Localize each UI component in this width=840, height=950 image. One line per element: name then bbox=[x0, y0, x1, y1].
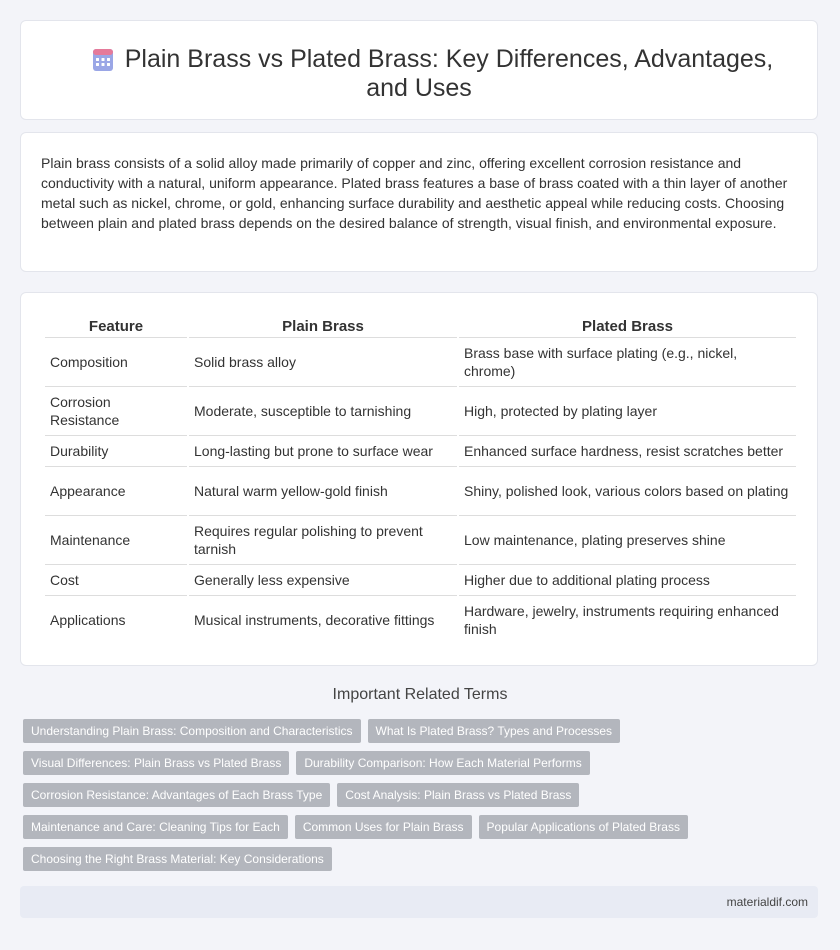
table-row bbox=[45, 435, 796, 466]
table-cell: Low maintenance, plating preserves shine bbox=[459, 515, 796, 564]
related-terms-heading: Important Related Terms bbox=[332, 686, 508, 703]
table-cell: Solid brass alloy bbox=[189, 337, 457, 386]
table-cell: Corrosion Resistance bbox=[45, 386, 187, 435]
table-cell: Generally less expensive bbox=[189, 564, 457, 595]
related-term-tag[interactable]: Durability Comparison: How Each Material Performs bbox=[296, 751, 589, 775]
table-cell: Shiny, polished look, various colors based on plating bbox=[459, 466, 796, 515]
related-term-tag[interactable]: Corrosion Resistance: Advantages of Each Brass Type bbox=[23, 783, 330, 807]
footer-site-link[interactable]: materialdif.com bbox=[726, 895, 808, 909]
table-cell: Moderate, susceptible to tarnishing bbox=[189, 386, 457, 435]
table-header-row bbox=[45, 315, 796, 337]
table-cell: Applications bbox=[45, 595, 187, 644]
related-term-tag[interactable]: Visual Differences: Plain Brass vs Plated Brass bbox=[23, 751, 289, 775]
comparison-table bbox=[43, 315, 798, 644]
table-cell: Higher due to additional plating process bbox=[459, 564, 796, 595]
intro-paragraph: Plain brass consists of a solid alloy made primarily of copper and zinc, offering excellent corrosion resistance and conductivity with a natural, uniform appearance. Plated brass features a base of brass coated with a thin layer of another metal such as nickel, chrome, or gold, enhancing surface durability and aesthetic appeal while reducing costs. Choosing between plain and plated brass depends on the desired balance of strength, visual finish, and environmental exposure. bbox=[41, 155, 788, 231]
table-cell: High, protected by plating layer bbox=[459, 386, 796, 435]
table-cell: Natural warm yellow-gold finish bbox=[189, 466, 457, 515]
page-title: Plain Brass vs Plated Brass: Key Differences, Advantages, and Uses bbox=[124, 45, 774, 102]
related-term-tag[interactable]: Cost Analysis: Plain Brass vs Plated Brass bbox=[337, 783, 579, 807]
table-row bbox=[45, 337, 796, 386]
title-card bbox=[20, 20, 818, 120]
table-cell: Cost bbox=[45, 564, 187, 595]
table-row bbox=[45, 595, 796, 644]
table-cell: Requires regular polishing to prevent tarnish bbox=[189, 515, 457, 564]
column-header: Plain Brass bbox=[282, 317, 364, 335]
column-header: Feature bbox=[88, 317, 144, 335]
related-term-tag[interactable]: Choosing the Right Brass Material: Key Considerations bbox=[23, 847, 332, 871]
table-row bbox=[45, 515, 796, 564]
table-cell: Long-lasting but prone to surface wear bbox=[189, 435, 457, 466]
comparison-table-card bbox=[20, 292, 818, 666]
related-term-tag[interactable]: What Is Plated Brass? Types and Processes bbox=[368, 719, 621, 743]
related-term-tag[interactable]: Maintenance and Care: Cleaning Tips for Each bbox=[23, 815, 288, 839]
table-row bbox=[45, 564, 796, 595]
table-cell: Appearance bbox=[45, 466, 187, 515]
intro-card bbox=[20, 132, 818, 272]
table-cell: Composition bbox=[45, 337, 187, 386]
table-cell: Maintenance bbox=[45, 515, 187, 564]
related-term-tag[interactable]: Common Uses for Plain Brass bbox=[295, 815, 472, 839]
table-cell: Musical instruments, decorative fittings bbox=[189, 595, 457, 644]
related-term-tag[interactable]: Popular Applications of Plated Brass bbox=[479, 815, 688, 839]
column-header: Plated Brass bbox=[582, 317, 673, 335]
table-cell: Brass base with surface plating (e.g., nickel, chrome) bbox=[459, 337, 796, 386]
table-row bbox=[45, 386, 796, 435]
table-cell: Hardware, jewelry, instruments requiring enhanced finish bbox=[459, 595, 796, 644]
related-term-tag[interactable]: Understanding Plain Brass: Composition and Characteristics bbox=[23, 719, 361, 743]
table-row bbox=[45, 466, 796, 515]
table-cell: Durability bbox=[45, 435, 187, 466]
footer bbox=[20, 886, 818, 918]
related-terms-list bbox=[23, 719, 723, 879]
table-cell: Enhanced surface hardness, resist scratches better bbox=[459, 435, 796, 466]
